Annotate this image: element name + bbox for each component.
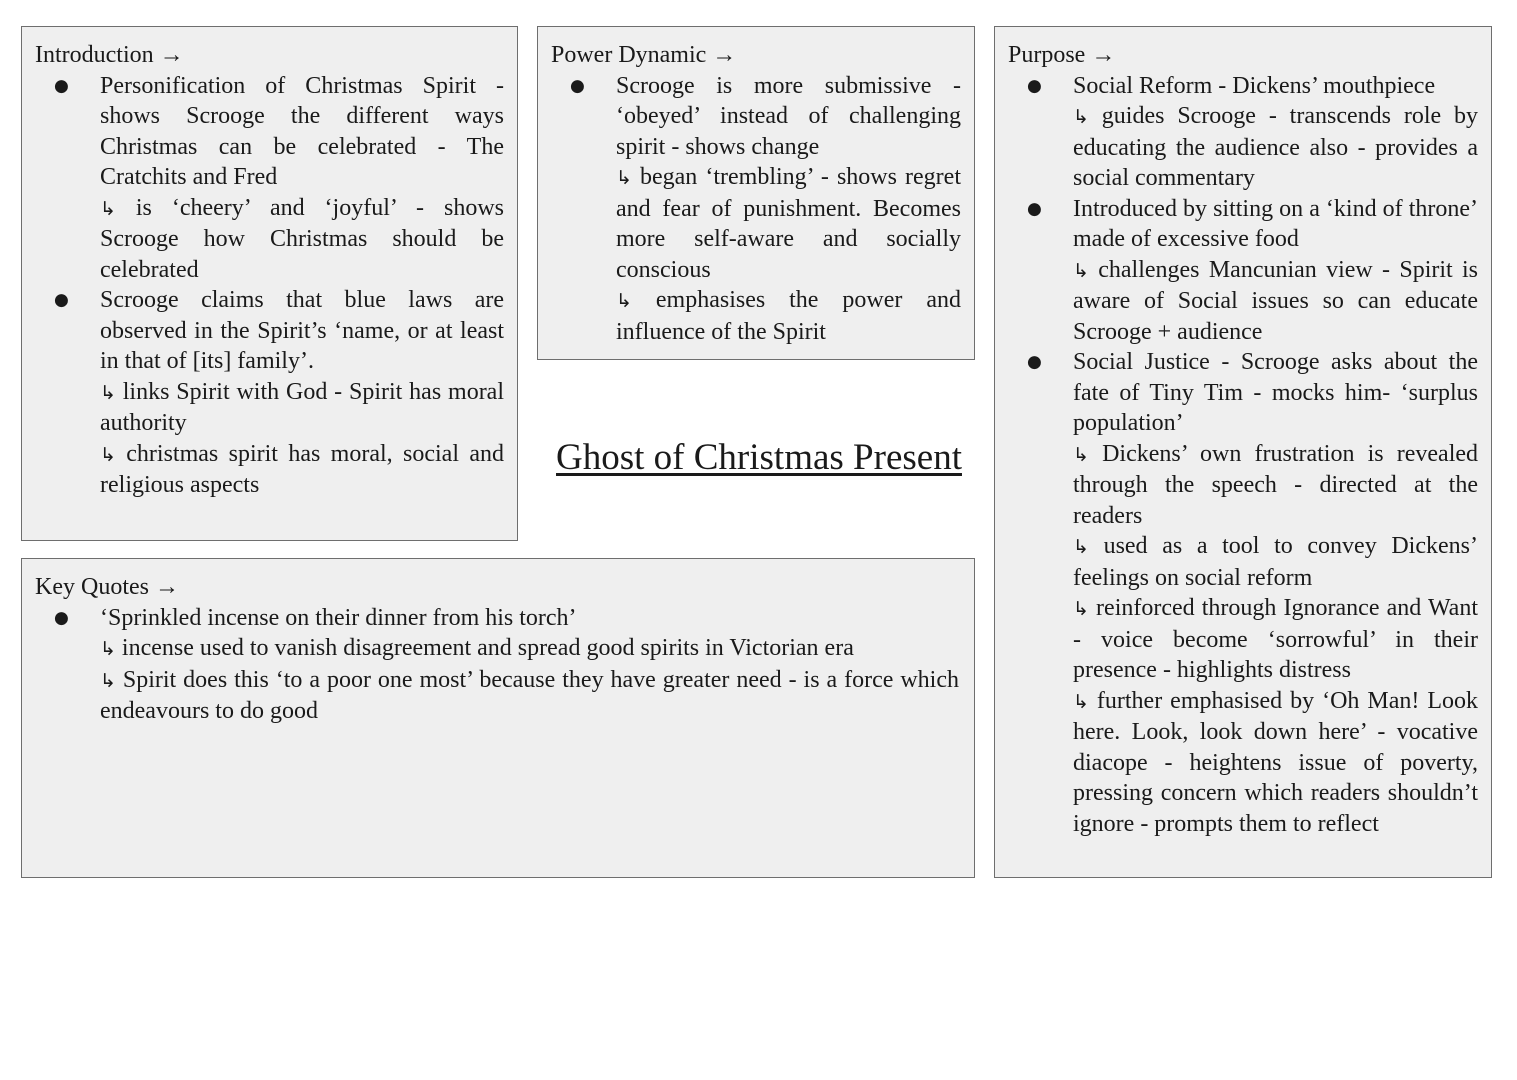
bullet-item [1008,194,1478,348]
sub-point-text: incense used to vanish disagreement and spread good spirits in Victorian era [121,635,854,661]
bullet-text: ● Scrooge is more submissive - ‘obeyed’ instead of challenging spirit - shows change [616,72,961,160]
sub-point [1073,439,1478,532]
sub-point [1073,255,1478,348]
sub-arrow-icon: ↳ [1073,536,1089,558]
sub-point-text: christmas spirit has moral, social and religious aspects [100,440,504,498]
power-dynamic-heading: Power Dynamic → [551,42,737,68]
power-dynamic-points [551,71,961,348]
sub-point [100,439,504,501]
introduction-points [35,71,504,501]
sub-point [1073,101,1478,194]
bullet-item [1008,71,1478,194]
sub-point-text: Dickens’ own frustration is revealed through the speech - directed at the readers [1073,440,1479,529]
bullet-item [1008,347,1478,839]
introduction-box [21,26,518,541]
purpose-points [1008,71,1478,840]
bullet-text: ● Social Reform - Dickens’ mouthpiece [1073,72,1436,99]
sub-arrow-icon: ↳ [1073,106,1089,128]
sub-point [100,377,504,439]
purpose-heading: Purpose → [1008,42,1116,68]
sub-point [1073,686,1478,840]
bullet-item [551,71,961,348]
sub-point-text: further emphasised by ‘Oh Man! Look here. Look, look down here’ - vocative diacope - heightens issue of poverty, pressing concern which readers shouldn’t ignore - prompts them to reflect [1073,687,1479,837]
bullet-text: ● ‘Sprinkled incense on their dinner from his torch’ [100,604,577,631]
bullet-text: ● Personification of Christmas Spirit - shows Scrooge the different ways Christmas can be celebrated - The Cratchits and Fred [100,72,504,190]
sub-point [100,193,504,286]
sub-arrow-icon: ↳ [100,638,116,660]
key-quotes-heading: Key Quotes → [35,574,179,600]
sub-point-text: links Spirit with God - Spirit has moral authority [100,378,504,436]
sub-arrow-icon: ↳ [1073,598,1089,620]
sub-point [1073,593,1478,686]
sub-arrow-icon: ↳ [1073,443,1089,466]
sub-point [616,162,961,285]
bullet-item [35,285,504,501]
sub-point-text: Spirit does this ‘to a poor one most’ because they have greater need - is a force which endeavours to do good [100,666,960,724]
purpose-box [994,26,1492,878]
sub-point-text: guides Scrooge - transcends role by educating the audience also - provides a social commentary [1073,103,1479,191]
sub-point [1073,531,1478,593]
bullet-item [35,71,504,286]
sub-arrow-icon: ↳ [100,381,116,404]
sub-point-text: reinforced through Ignorance and Want - voice become ‘sorrowful’ in their presence - highlights distress [1073,595,1478,683]
bullet-text: ● Scrooge claims that blue laws are observed in the Spirit’s ‘name, or at least in that of [its] family’. [100,287,504,374]
sub-point [100,665,959,727]
sub-arrow-icon: ↳ [100,443,116,466]
sub-point-text: began ‘trembling’ - shows regret and fear of punishment. Becomes more self-aware and socially conscious [616,164,961,283]
sub-arrow-icon: ↳ [616,167,632,189]
sub-point-text: used as a tool to convey Dickens’ feelings on social reform [1073,533,1478,591]
sub-arrow-icon: ↳ [1073,259,1089,282]
bullet-text: ● Introduced by sitting on a ‘kind of throne’ made of excessive food [1073,195,1478,252]
sub-point-text: emphasises the power and influence of the Spirit [616,287,961,345]
sub-point [616,285,961,347]
sub-point-text: is ‘cheery’ and ‘joyful’ - shows Scrooge how Christmas should be celebrated [100,194,504,283]
bullet-text: ● Social Justice - Scrooge asks about the fate of Tiny Tim - mocks him- ‘surplus population’ [1073,349,1478,436]
sub-arrow-icon: ↳ [100,197,116,220]
sub-point [100,633,959,665]
sub-arrow-icon: ↳ [616,290,632,312]
sub-arrow-icon: ↳ [1073,690,1089,713]
bullet-item [35,603,959,727]
page-title: Ghost of Christmas Present [556,437,962,478]
key-quotes-points [35,603,959,727]
power-dynamic-box [537,26,975,360]
introduction-heading: Introduction → [35,42,184,68]
key-quotes-box [21,558,975,878]
sub-arrow-icon: ↳ [100,669,116,692]
sub-point-text: challenges Mancunian view - Spirit is aware of Social issues so can educate Scrooge + audience [1073,256,1479,345]
